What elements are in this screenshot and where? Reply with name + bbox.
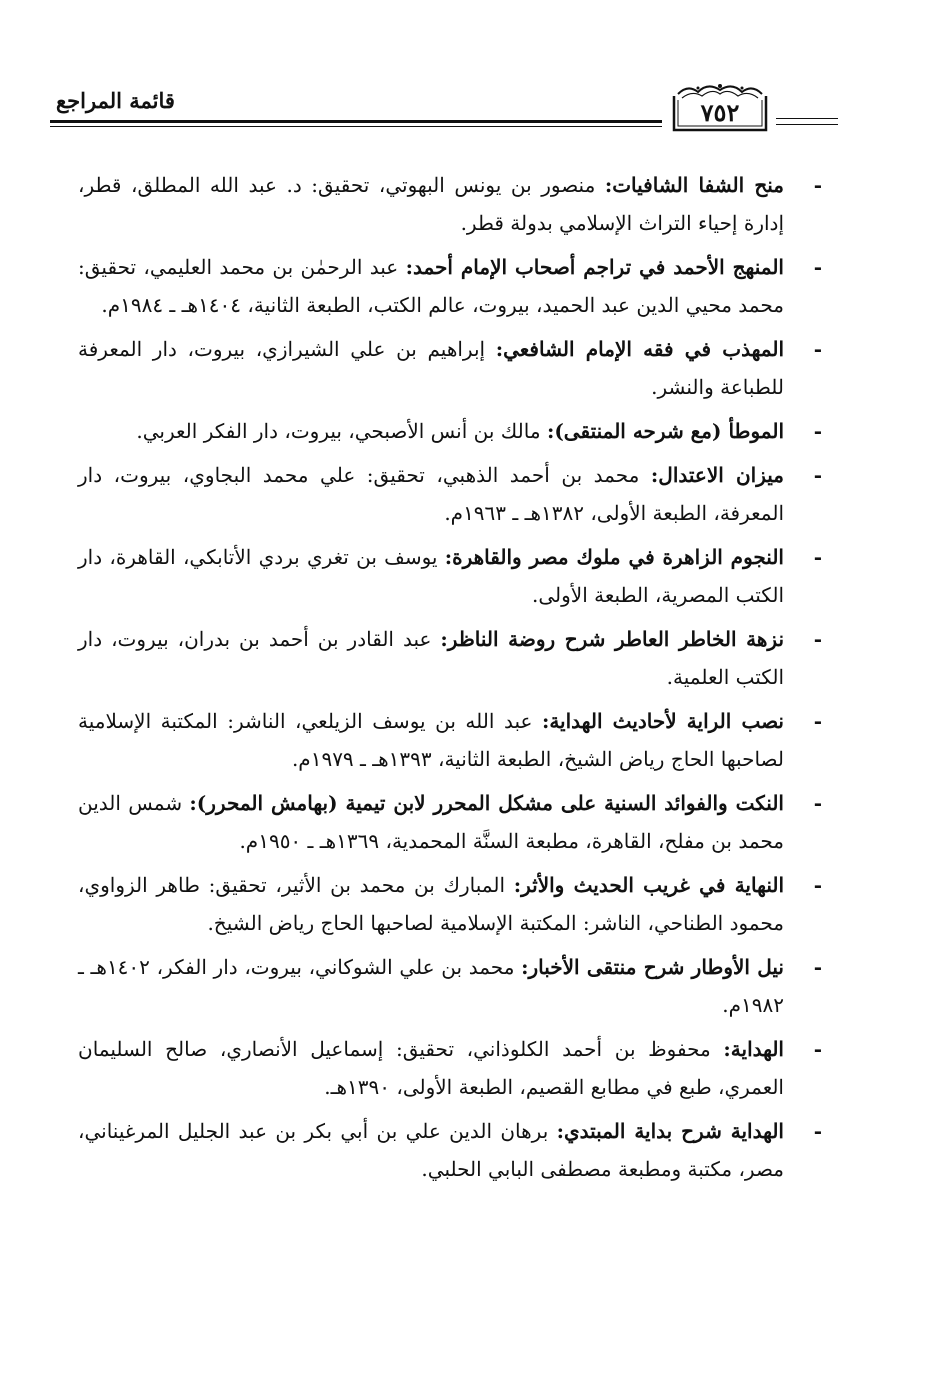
reference-title: النكت والفوائد السنية على مشكل المحرر لابن تيمية (بهامش المحرر): <box>189 791 784 815</box>
references-list <box>78 166 784 1194</box>
reference-item <box>78 1030 784 1106</box>
reference-details: عبد الرحمٰن بن محمد العليمي، تحقيق: محمد محيي الدين عبد الحميد، بيروت، عالم الكتب، الطبعة الثانية، ١٤٠٤هـ ـ ١٩٨٤م. <box>78 255 784 317</box>
page-number-ornament <box>668 78 772 138</box>
reference-details: شمس الدين محمد بن مفلح، القاهرة، مطبعة السنَّة المحمدية، ١٣٦٩هـ ـ ١٩٥٠م. <box>78 791 784 853</box>
reference-details: يوسف بن تغري بردي الأتابكي، القاهرة، دار الكتب المصرية، الطبعة الأولى. <box>78 545 784 607</box>
reference-item <box>78 1112 784 1188</box>
header-rule-right-bottom <box>776 124 838 125</box>
reference-details: برهان الدين علي بن أبي بكر بن عبد الجليل المرغيناني، مصر، مكتبة ومطبعة مصطفى البابي الحلبي. <box>78 1119 784 1181</box>
reference-title: المهذب في فقه الإمام الشافعي: <box>495 337 784 361</box>
reference-item <box>78 166 784 242</box>
reference-details: عبد القادر بن أحمد بن بدران، بيروت، دار الكتب العلمية. <box>78 627 784 689</box>
reference-item <box>78 412 784 450</box>
reference-title: النهاية في غريب الحديث والأثر: <box>513 873 784 897</box>
reference-item <box>78 948 784 1024</box>
reference-item <box>78 248 784 324</box>
header-title: قائمة المراجع <box>56 88 175 113</box>
reference-details: المبارك بن محمد بن الأثير، تحقيق: طاهر الزواوي، محمود الطناحي، الناشر: المكتبة الإسلامية لصاحبها الحاج رياض الشيخ. <box>78 873 784 935</box>
header-rule-thick <box>50 120 662 123</box>
header-rule-right-top <box>776 118 838 119</box>
reference-title: ميزان الاعتدال: <box>650 463 785 487</box>
reference-title: نيل الأوطار شرح منتقى الأخبار: <box>521 955 784 979</box>
reference-details: محفوظ بن أحمد الكلوذاني، تحقيق: إسماعيل الأنصاري، صالح السليمان العمري، طبع في مطابع القصيم، الطبعة الأولى، ١٣٩٠هـ. <box>78 1037 784 1099</box>
reference-item <box>78 620 784 696</box>
reference-title: الموطأ (مع شرحه المنتقى): <box>546 419 784 443</box>
reference-title: المنهج الأحمد في تراجم أصحاب الإمام أحمد: <box>405 255 784 279</box>
reference-details: محمد بن أحمد الذهبي، تحقيق: علي محمد البجاوي، بيروت، دار المعرفة، الطبعة الأولى، ١٣٨٢هـ ـ ١٩٦٣م. <box>78 463 784 525</box>
page-number: ٧٥٢ <box>700 98 740 127</box>
reference-item <box>78 784 784 860</box>
reference-details: محمد بن علي الشوكاني، بيروت، دار الفكر، ١٤٠٢هـ ـ ١٩٨٢م. <box>78 955 784 1017</box>
reference-title: النجوم الزاهرة في ملوك مصر والقاهرة: <box>444 545 784 569</box>
reference-title: نصب الراية لأحاديث الهداية: <box>541 709 784 733</box>
reference-item <box>78 456 784 532</box>
header-rule-thin <box>50 126 662 127</box>
reference-title: الهداية شرح بداية المبتدي: <box>556 1119 784 1143</box>
reference-title: الهداية: <box>723 1037 784 1061</box>
reference-item <box>78 330 784 406</box>
reference-title: منح الشفا الشافيات: <box>604 173 784 197</box>
reference-details: إبراهيم بن علي الشيرازي، بيروت، دار المعرفة للطباعة والنشر. <box>78 337 784 399</box>
reference-item <box>78 866 784 942</box>
reference-item <box>78 538 784 614</box>
reference-item <box>78 702 784 778</box>
reference-title: نزهة الخاطر العاطر شرح روضة الناظر: <box>440 627 785 651</box>
reference-details: منصور بن يونس البهوتي، تحقيق: د. عبد الله المطلق، قطر، إدارة إحياء التراث الإسلامي بدولة قطر. <box>78 173 784 235</box>
reference-details: عبد الله بن يوسف الزيلعي، الناشر: المكتبة الإسلامية لصاحبها الحاج رياض الشيخ، الطبعة الثانية، ١٣٩٣هـ ـ ١٩٧٩م. <box>78 709 784 771</box>
running-header <box>50 78 838 140</box>
reference-details: مالك بن أنس الأصبحي، بيروت، دار الفكر العربي. <box>136 419 547 443</box>
